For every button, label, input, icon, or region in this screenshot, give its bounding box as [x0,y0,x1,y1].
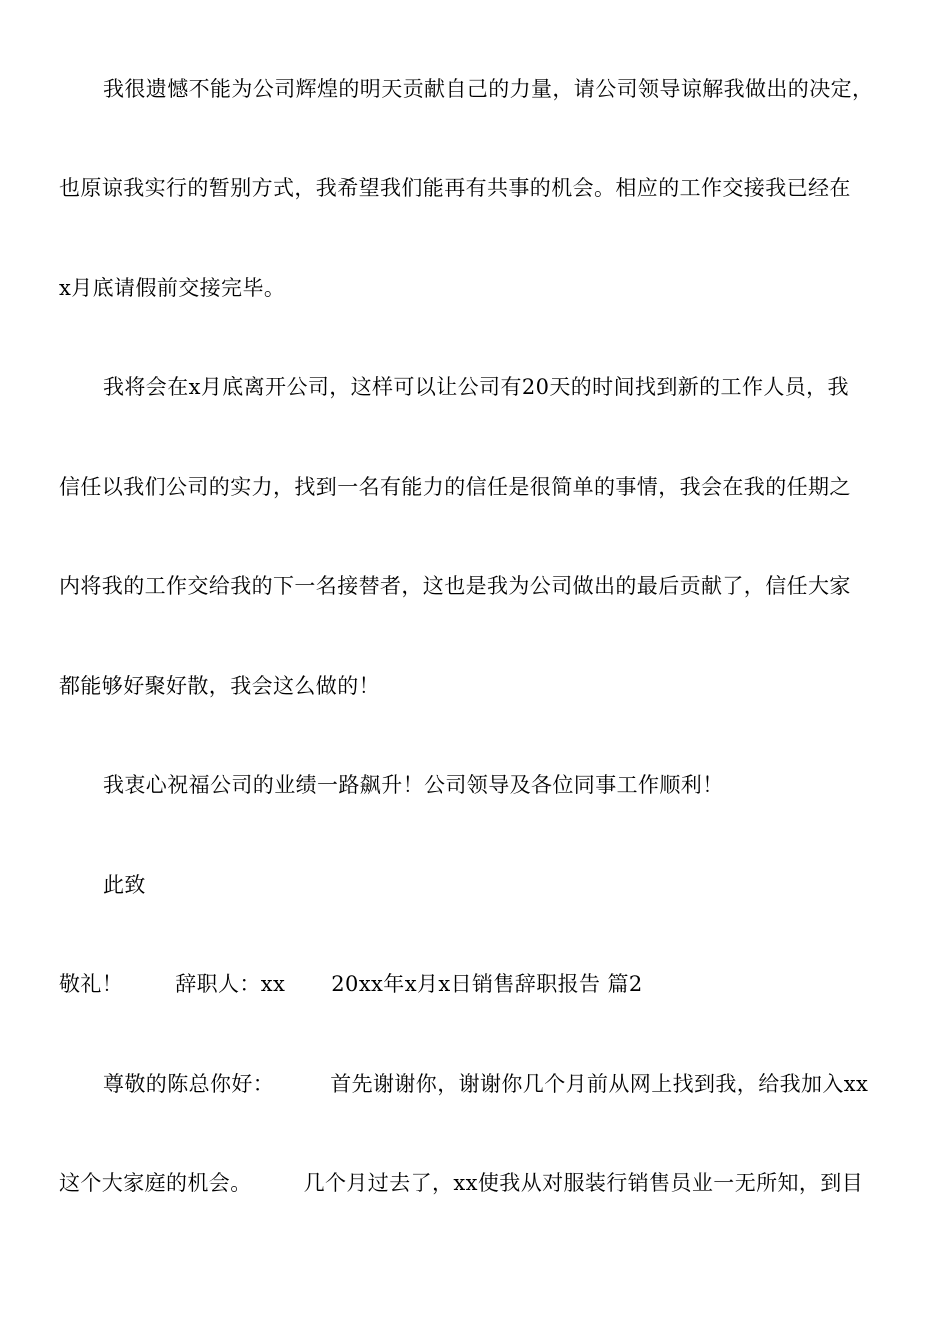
greeting: 尊敬的陈总你好： [103,1072,275,1096]
paragraph-line: 我很遗憾不能为公司辉煌的明天贡献自己的力量，请公司领导谅解我做出的决定， [103,77,874,101]
resigner: 辞职人：xx [175,972,286,996]
paragraph-line: 内将我的工作交给我的下一名接替者，这也是我为公司做出的最后贡献了，信任大家 [59,574,851,598]
paragraph-line: 我衷心祝福公司的业绩一路飙升！公司领导及各位同事工作顺利！ [103,773,724,797]
date-and-section-title: 20xx年x月x日销售辞职报告 篇2 [331,972,643,996]
paragraph-line: 信任以我们公司的实力，找到一名有能力的信任是很简单的事情，我会在我的任期之 [59,475,851,499]
second-letter-line [59,1168,899,1198]
closing-line [59,969,899,999]
paragraph-text: 这个大家庭的机会。 [59,1171,252,1195]
paragraph-text: 几个月过去了，xx使我从对服装行销售员业一无所知，到目 [303,1171,864,1195]
paragraph-text: 首先谢谢你，谢谢你几个月前从网上找到我，给我加入xx [330,1072,869,1096]
paragraph-line: x月底请假前交接完毕。 [59,276,286,300]
salute: 敬礼！ [59,972,124,996]
closing-phrase: 此致 [103,873,146,897]
paragraph-line: 也原谅我实行的暂别方式，我希望我们能再有共事的机会。相应的工作交接我已经在 [59,176,851,200]
paragraph-line: 都能够好聚好散，我会这么做的！ [59,674,380,698]
second-letter-line [103,1069,899,1099]
paragraph-line: 我将会在x月底离开公司，这样可以让公司有20天的时间找到新的工作人员，我 [103,375,849,399]
